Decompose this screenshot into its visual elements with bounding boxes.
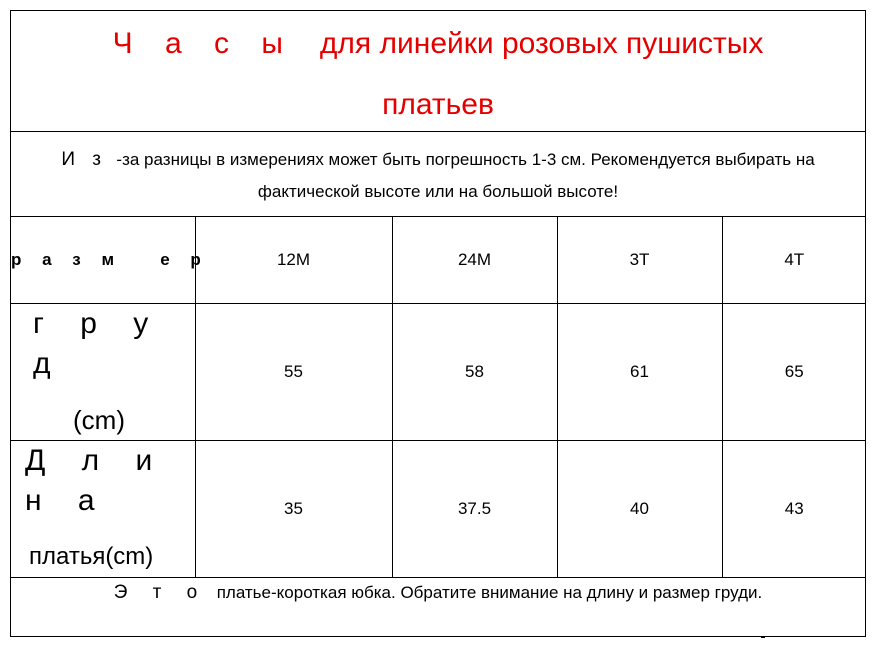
chest-value: 61: [557, 304, 722, 441]
measurement-note: [11, 132, 865, 217]
length-value: 43: [722, 441, 866, 578]
chest-value: 55: [195, 304, 392, 441]
footer-line: [11, 581, 865, 605]
title-line-1-rest: для линейки розовых пушистых: [319, 27, 764, 60]
size-cell: 24M: [392, 216, 557, 304]
chart-title: [11, 11, 865, 132]
size-cell: 3T: [557, 216, 722, 304]
size-header-label: р а з м е р: [11, 216, 195, 304]
length-value: 40: [557, 441, 722, 578]
note-line-1-rest: -за разницы в измерениях может быть погрешность 1-3 см. Рекомендуется выбирать на: [116, 150, 815, 169]
size-cell: 12M: [195, 216, 392, 304]
length-value: 35: [195, 441, 392, 578]
chest-value: 58: [392, 304, 557, 441]
length-label-top: Д л и н а: [25, 444, 167, 517]
title-spaced-word: Ч а с ы: [112, 27, 295, 60]
size-chart: [10, 10, 866, 637]
footer-rest: платье-короткая юбка. Обратите внимание на длину и размер груди.: [216, 583, 763, 602]
chest-label-top: г р у д: [33, 307, 163, 380]
length-label-unit: платья(cm): [29, 543, 154, 570]
chest-row: [11, 304, 866, 441]
chest-label-unit: (cm): [73, 405, 125, 435]
note-line-1: [11, 148, 865, 172]
footer-note: [11, 549, 865, 637]
title-line-2: платьев: [382, 88, 494, 121]
size-cell: 4T: [722, 216, 866, 304]
size-header-row: [11, 216, 866, 304]
note-lead: И з: [61, 149, 107, 170]
footer-lead: Э т о: [113, 582, 208, 603]
title-line-1: [11, 24, 865, 64]
length-value: 37.5: [392, 441, 557, 578]
size-table: [11, 216, 866, 578]
note-line-2: фактической высоте или на большой высоте!: [257, 182, 619, 201]
chest-label: [11, 304, 195, 441]
stray-mark: [761, 637, 765, 638]
chest-value: 65: [722, 304, 866, 441]
